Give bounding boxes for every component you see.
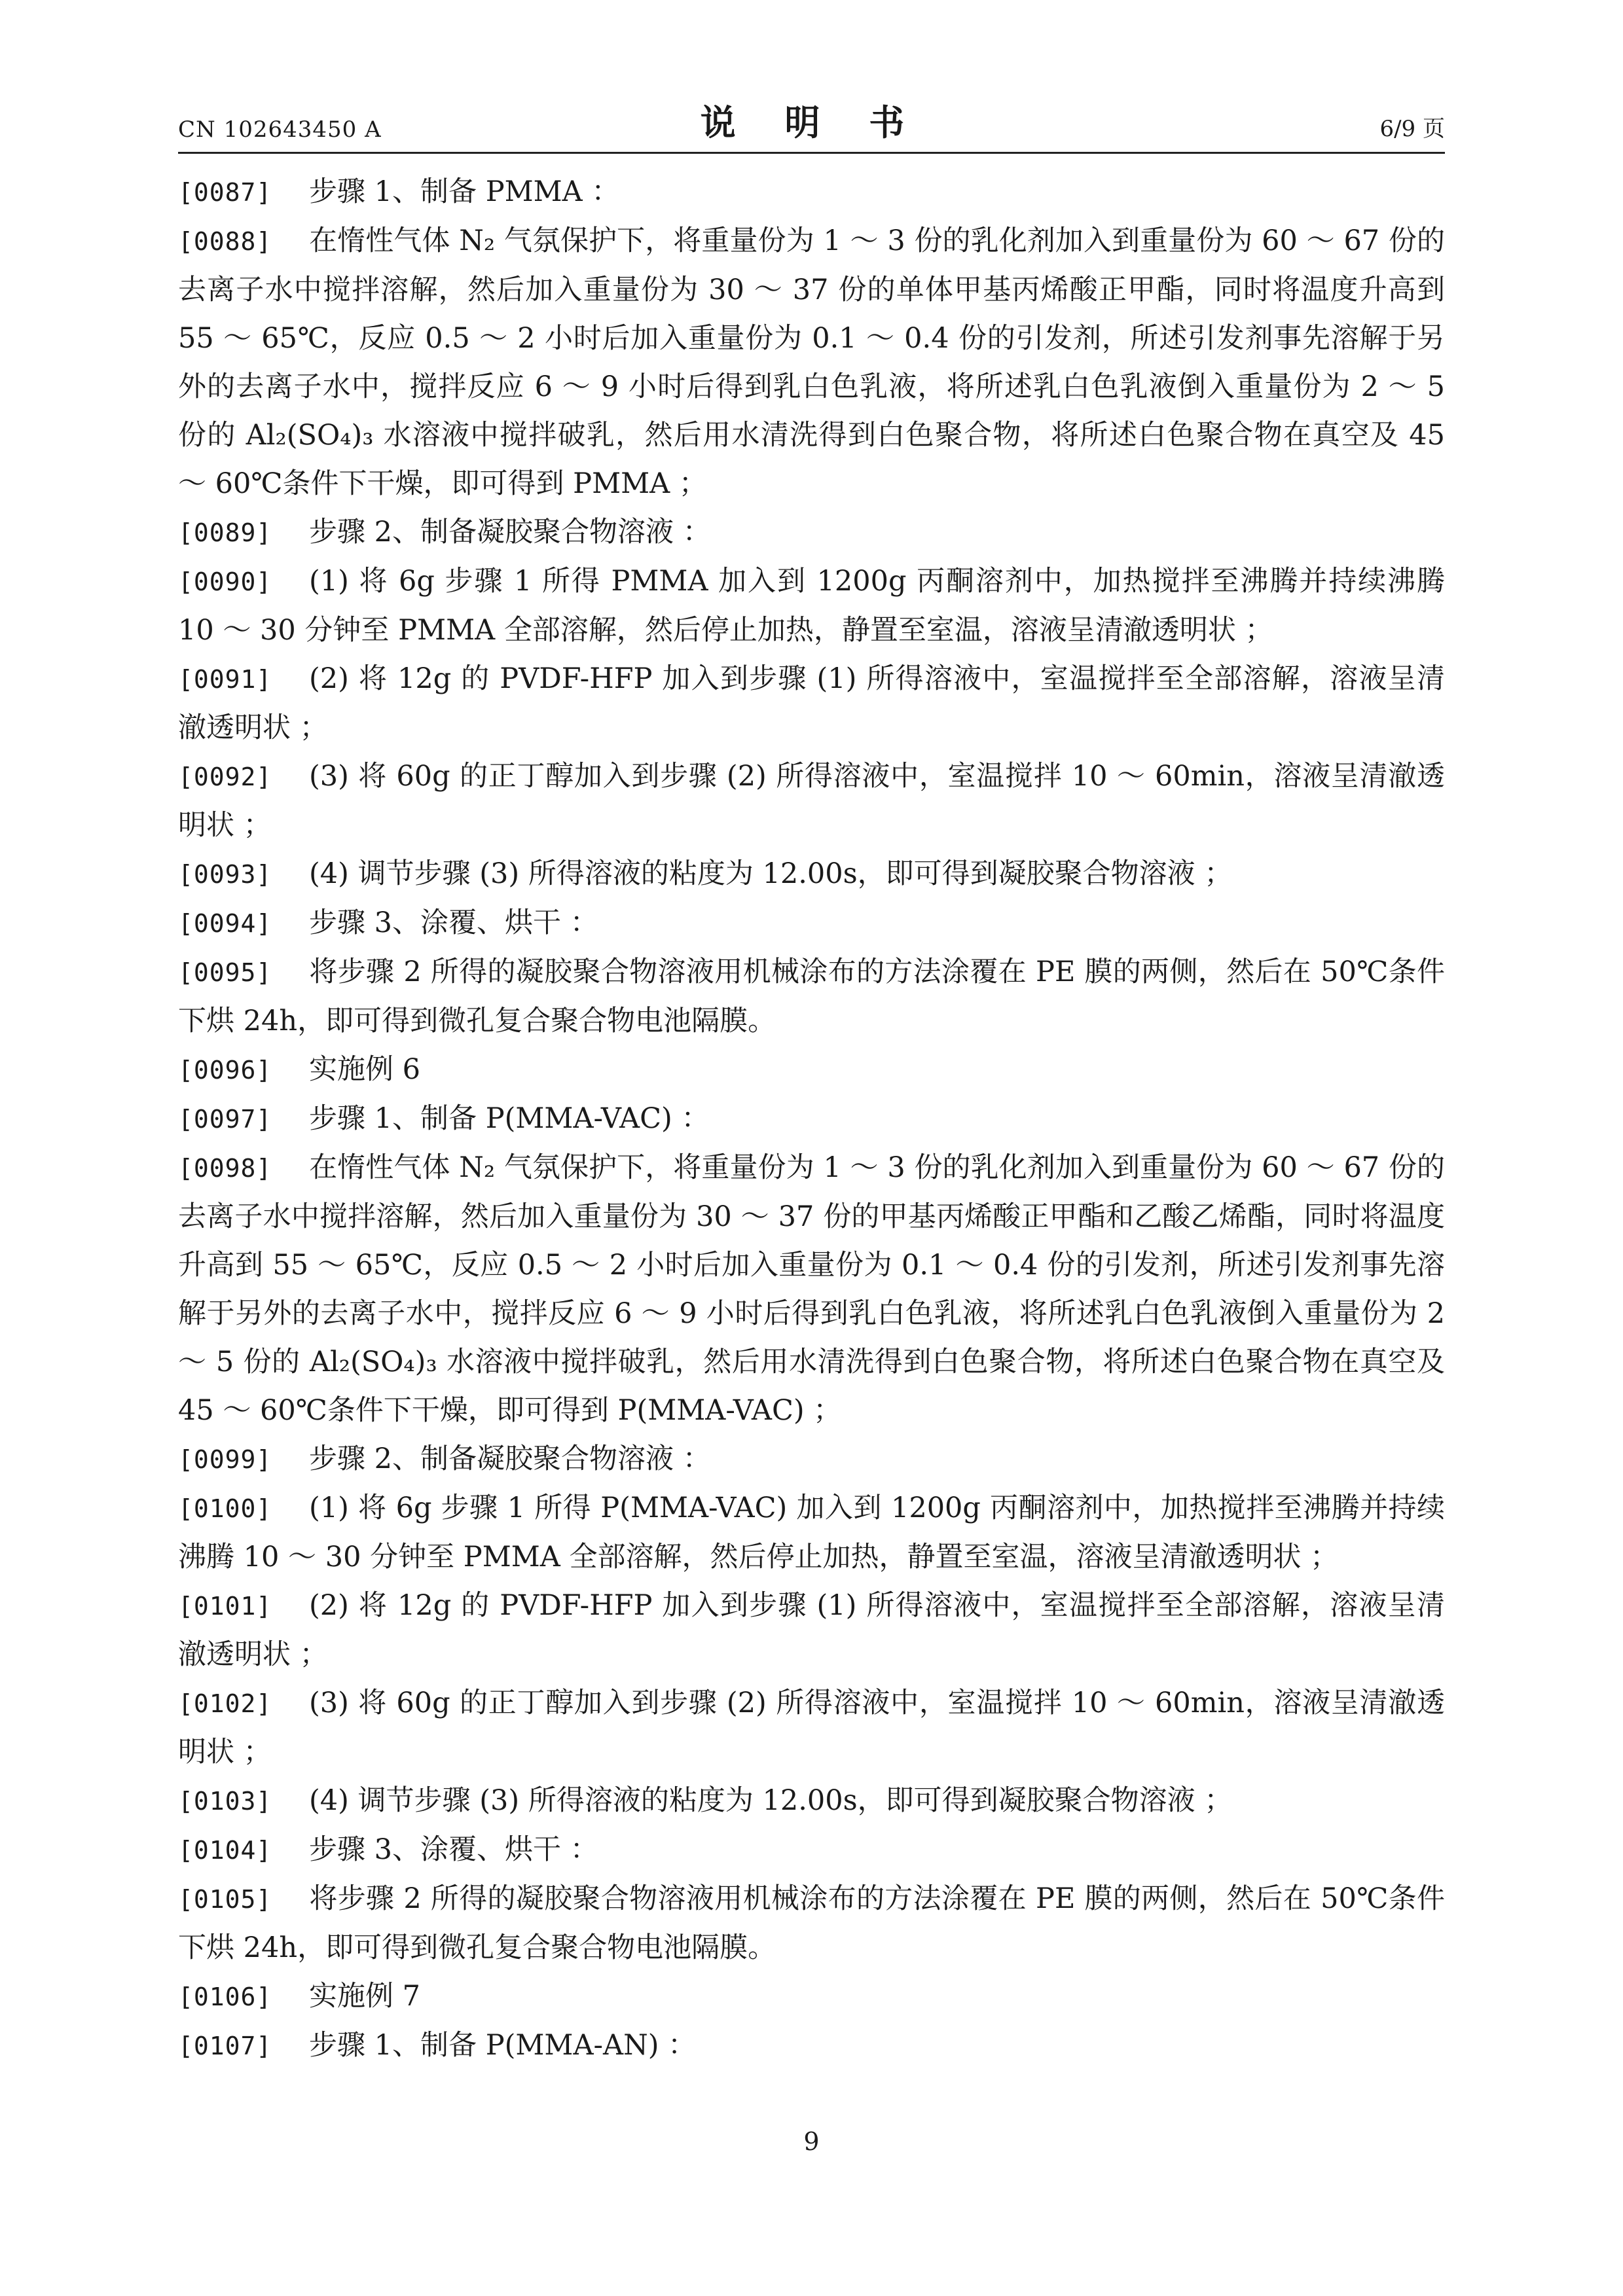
paragraph-id: [0104] [178,1836,272,1865]
paragraph-text: (1) 将 6g 步骤 1 所得 P(MMA-VAC) 加入到 1200g 丙酮溶剂中，加热搅拌至沸腾并持续沸腾 10 ～ 30 分钟至 PMMA 全部溶解，然后停止加热，静置至室温，溶液呈清澈透明状 ； [178,1492,1445,1573]
paragraph-id: [0087] [178,178,272,207]
paragraph-text: 步骤 3、涂覆、烘干 ： [309,906,598,939]
paragraph-0099 [178,1435,1445,1484]
paragraph-0103 [178,1776,1445,1825]
paragraph-id: [0101] [178,1592,272,1621]
paragraph-id: [0103] [178,1787,272,1816]
paragraph-text: 将步骤 2 所得的凝胶聚合物溶液用机械涂布的方法涂覆在 PE 膜的两侧，然后在 50℃条件下烘 24h，即可得到微孔复合聚合物电池隔膜。 [178,956,1445,1037]
page-number: 9 [803,2127,820,2156]
paragraph-id: [0107] [178,2032,272,2060]
paragraph-id: [0093] [178,860,272,889]
paragraph-id: [0090] [178,567,272,596]
paragraph-id: [0095] [178,958,272,987]
paragraph-0098 [178,1143,1445,1435]
paragraph-text: 实施例 7 [309,1980,421,2013]
patent-number: CN 102643450 A [178,117,382,143]
header-divider [178,152,1445,154]
paragraph-id: [0089] [178,518,272,547]
paragraph-0088 [178,217,1445,508]
paragraph-text: (4) 调节步骤 (3) 所得溶液的粘度为 12.00s，即可得到凝胶聚合物溶液 ； [309,1784,1233,1817]
paragraph-id: [0094] [178,909,272,938]
paragraph-text: 在惰性气体 N₂ 气氛保护下，将重量份为 1 ～ 3 份的乳化剂加入到重量份为 60 ～ 67 份的去离子水中搅拌溶解，然后加入重量份为 30 ～ 37 份的甲基丙烯酸正甲酯和乙酸乙烯酯，同时将温度升高到 55 ～ 65℃，反应 0.5 ～ 2 小时后加入重量份为 0.1 ～ 0.4 份的引发剂，所述引发剂事先溶解于另外的去离子水中，搅拌反应 6 ～ 9 小时后得到乳白色乳液，将所述乳白色乳液倒入重量份为 2 ～ 5 份的 Al₂(SO₄)₃ 水溶液中搅拌破乳，然后用水清洗得到白色聚合物，将所述白色聚合物在真空及 45 ～ 60℃条件下干燥，即可得到 P(MMA-VAC) ； [178,1151,1445,1427]
paragraph-id: [0105] [178,1885,272,1914]
paragraph-0097 [178,1094,1445,1143]
paragraph-id: [0091] [178,665,272,694]
paragraph-text: 在惰性气体 N₂ 气氛保护下，将重量份为 1 ～ 3 份的乳化剂加入到重量份为 60 ～ 67 份的去离子水中搅拌溶解，然后加入重量份为 30 ～ 37 份的单体甲基丙烯酸正甲酯，同时将温度升高到 55 ～ 65℃，反应 0.5 ～ 2 小时后加入重量份为 0.1 ～ 0.4 份的引发剂，所述引发剂事先溶解于另外的去离子水中，搅拌反应 6 ～ 9 小时后得到乳白色乳液，将所述乳白色乳液倒入重量份为 2 ～ 5 份的 Al₂(SO₄)₃ 水溶液中搅拌破乳，然后用水清洗得到白色聚合物，将所述白色聚合物在真空及 45 ～ 60℃条件下干燥，即可得到 PMMA ； [178,224,1445,500]
paragraph-text: (2) 将 12g 的 PVDF-HFP 加入到步骤 (1) 所得溶液中，室温搅拌至全部溶解，溶液呈清澈透明状 ； [178,1589,1445,1671]
paragraph-text: 实施例 6 [309,1053,421,1086]
paragraph-id: [0092] [178,762,272,791]
paragraph-text: (4) 调节步骤 (3) 所得溶液的粘度为 12.00s，即可得到凝胶聚合物溶液 ； [309,857,1233,890]
paragraph-text: (3) 将 60g 的正丁醇加入到步骤 (2) 所得溶液中，室温搅拌 10 ～ 60min，溶液呈清澈透明状 ； [178,760,1445,842]
paragraph-text: 步骤 1、制备 P(MMA-AN) ： [309,2029,697,2062]
paragraph-id: [0102] [178,1689,272,1718]
paragraph-0107 [178,2021,1445,2070]
paragraph-0091 [178,655,1445,752]
paragraph-0100 [178,1484,1445,1581]
paragraph-0089 [178,508,1445,557]
paragraph-id: [0097] [178,1105,272,1134]
paragraph-0102 [178,1679,1445,1776]
paragraph-0104 [178,1825,1445,1874]
paragraph-0095 [178,948,1445,1045]
paragraph-text: (2) 将 12g 的 PVDF-HFP 加入到步骤 (1) 所得溶液中，室温搅拌至全部溶解，溶液呈清澈透明状 ； [178,662,1445,744]
paragraph-id: [0099] [178,1445,272,1474]
paragraph-0096 [178,1045,1445,1094]
paragraph-id: [0098] [178,1154,272,1183]
page-counter: 6/9 页 [1379,116,1445,142]
paragraph-text: 步骤 2、制备凝胶聚合物溶液 ： [309,516,711,548]
paragraph-0106 [178,1972,1445,2021]
paragraph-text: 步骤 1、制备 P(MMA-VAC) ： [309,1102,710,1135]
paragraph-0087 [178,168,1445,217]
paragraph-0090 [178,557,1445,655]
paragraph-text: 步骤 1、制备 PMMA ： [309,175,620,208]
paragraph-0101 [178,1581,1445,1679]
paragraph-id: [0106] [178,1982,272,2011]
paragraph-0093 [178,850,1445,899]
page-header [178,98,1445,151]
paragraph-text: 将步骤 2 所得的凝胶聚合物溶液用机械涂布的方法涂覆在 PE 膜的两侧，然后在 50℃条件下烘 24h，即可得到微孔复合聚合物电池隔膜。 [178,1882,1445,1964]
paragraph-text: 步骤 2、制备凝胶聚合物溶液 ： [309,1443,711,1475]
paragraph-id: [0100] [178,1494,272,1523]
document-body [178,168,1445,2070]
paragraph-id: [0088] [178,227,272,256]
paragraph-id: [0096] [178,1056,272,1085]
paragraph-text: (1) 将 6g 步骤 1 所得 PMMA 加入到 1200g 丙酮溶剂中，加热搅拌至沸腾并持续沸腾 10 ～ 30 分钟至 PMMA 全部溶解，然后停止加热，静置至室温，溶液呈清澈透明状 ； [178,565,1445,647]
paragraph-0092 [178,752,1445,850]
paragraph-text: 步骤 3、涂覆、烘干 ： [309,1833,598,1866]
paragraph-0105 [178,1874,1445,1972]
document-title: 说 明 书 [700,102,923,143]
paragraph-0094 [178,899,1445,948]
paragraph-text: (3) 将 60g 的正丁醇加入到步骤 (2) 所得溶液中，室温搅拌 10 ～ 60min，溶液呈清澈透明状 ； [178,1687,1445,1768]
